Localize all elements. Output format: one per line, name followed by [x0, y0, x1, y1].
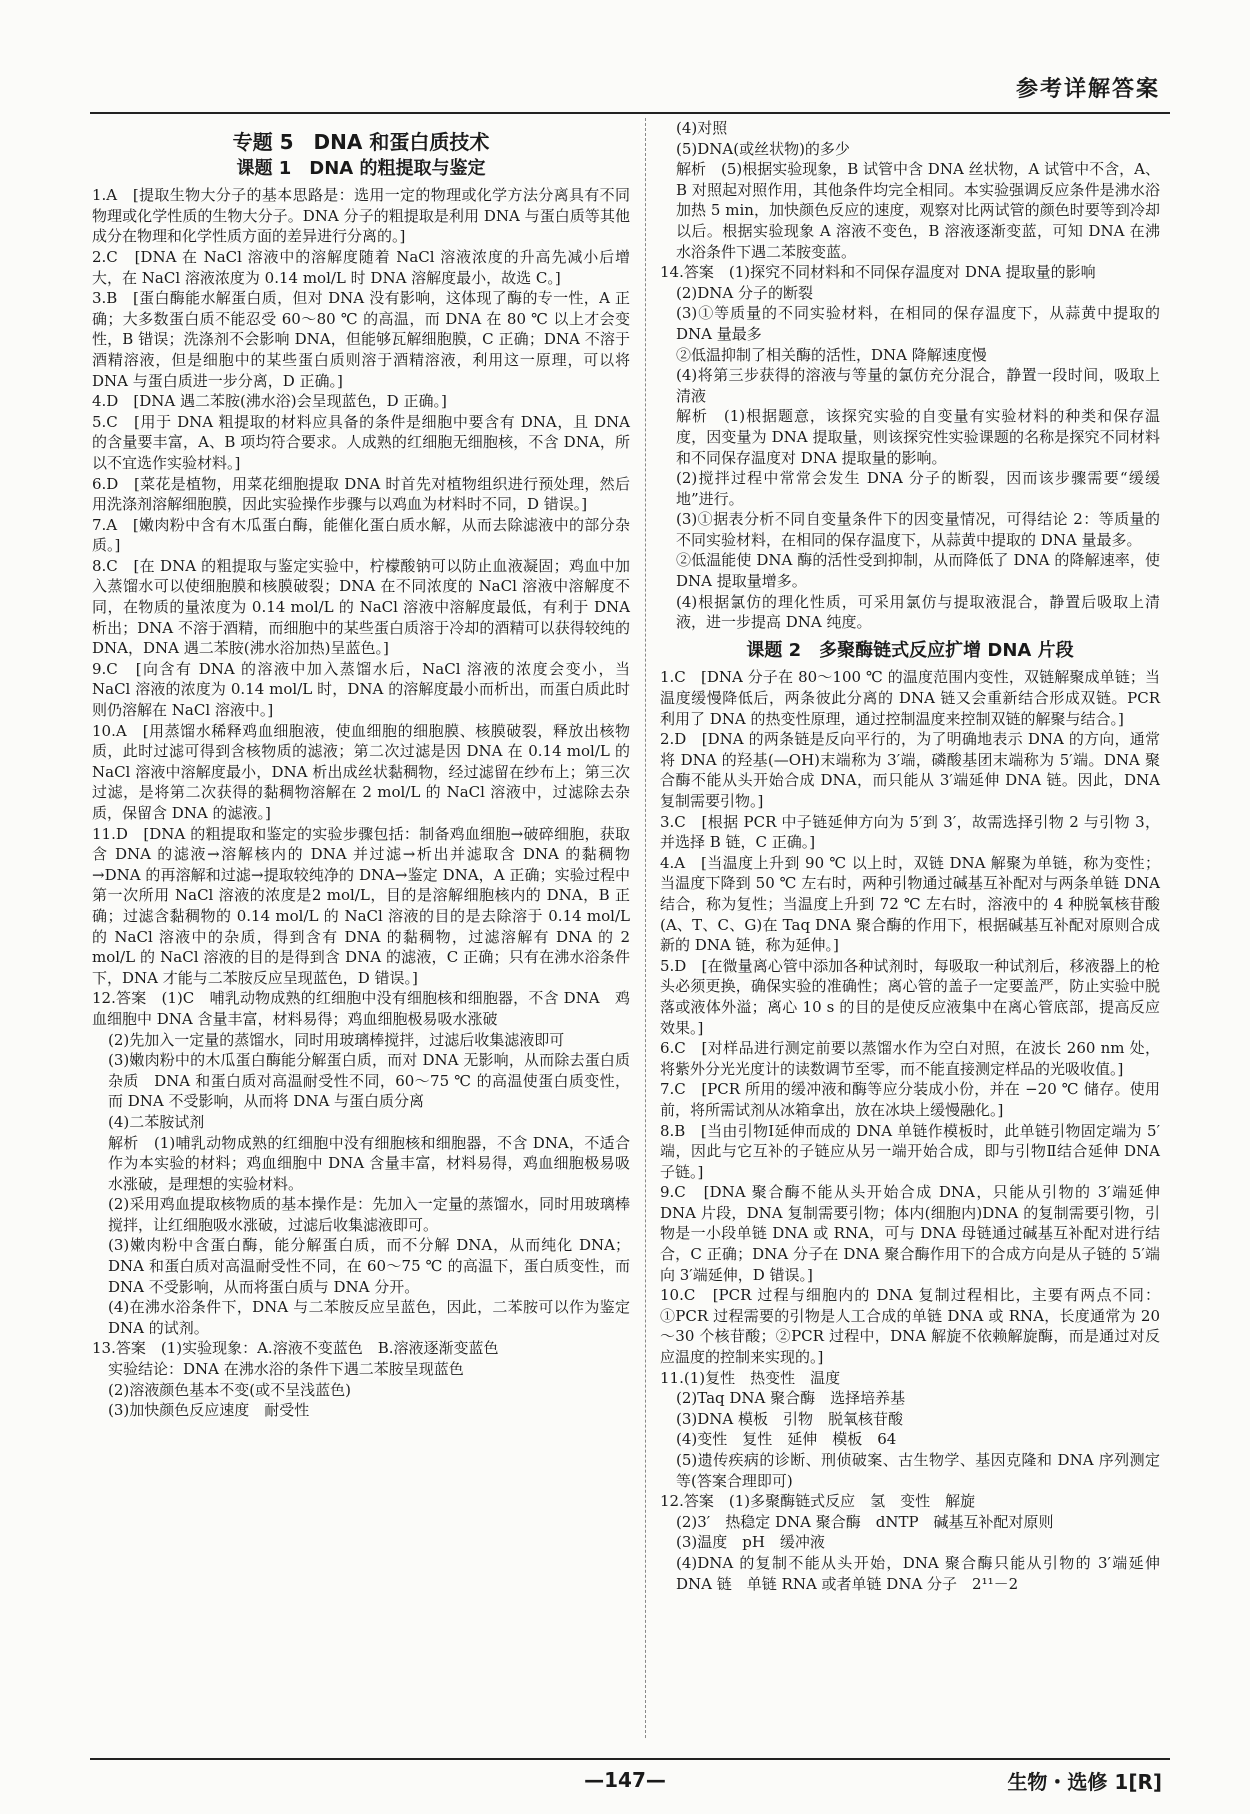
analysis-line: (4)根据氯仿的理化性质，可采用氯仿与提取液混合，静置后吸取上清液，进一步提高 DNA 纯度。 — [676, 592, 1160, 632]
answer-q14-head: 14.答案 (1)探究不同材料和不同保存温度对 DNA 提取量的影响 — [660, 263, 1096, 282]
answer-item: 9.C [DNA 聚合酶不能从头开始合成 DNA，只能从引物的 3′端延伸 DNA 片段，DNA 复制需要引物；体内(细胞内)DNA 的复制需要引物，引物是一小段单链 DNA 或 RNA，可与 DNA 母链通过碱基互补配对进行结合，C 正确；DNA 分子在 DNA 聚合酶作用下的合成方向是从子链的 5′端向 3′端延伸，D 错误。] — [660, 1183, 1160, 1284]
lesson-title-2: 课题 2 多聚酶链式反应扩增 DNA 片段 — [746, 639, 1074, 661]
answer-line: (3)加快颜色反应速度 耐受性 — [108, 1401, 310, 1420]
lesson-title-1: 课题 1 DNA 的粗提取与鉴定 — [236, 157, 486, 179]
answer-line: (2)先加入一定量的蒸馏水，同时用玻璃棒搅拌，过滤后收集滤液即可 — [108, 1030, 565, 1049]
answer-line: (4)将第三步获得的溶液与等量的氯仿充分混合，静置一段时间，吸取上清液 — [676, 366, 1160, 405]
footer-rule — [90, 1758, 1170, 1760]
answer-line: (4)变性 复性 延伸 模板 64 — [676, 1430, 897, 1449]
answer-item: 1.A [提取生物大分子的基本思路是：选用一定的物理或化学方法分离具有不同物理或化学性质的生物大分子。DNA 分子的粗提取是利用 DNA 与蛋白质等其他成分在物理和化学性质方面的差异进行分离的。] — [92, 186, 630, 246]
answer-line: (4)二苯胺试剂 — [108, 1112, 205, 1131]
answer-item: 7.C [PCR 所用的缓冲液和酶等应分装成小份，并在 −20 ℃ 储存。使用前，将所需试剂从冰箱拿出，放在冰块上缓慢融化。] — [660, 1080, 1160, 1119]
analysis-line: (2)搅拌过程中常常会发生 DNA 分子的断裂，因而该步骤需要“缓缓地”进行。 — [676, 469, 1160, 508]
analysis-line: (3)①据表分析不同自变量条件下的因变量情况，可得结论 2：等质量的不同实验材料，在相同的保存温度下，从蒜黄中提取的 DNA 量最多。 — [676, 510, 1160, 549]
answer-item: 10.C [PCR 过程与细胞内的 DNA 复制过程相比，主要有两点不同：①PCR 过程需要的引物是人工合成的单链 DNA 或 RNA，长度通常为 20～30 个核苷酸；②PCR 过程中，DNA 解旋不依赖解旋酶，而是通过对反应温度的控制来实现的。] — [660, 1286, 1160, 1367]
analysis-line: (2)采用鸡血提取核物质的基本操作是：先加入一定量的蒸馏水，同时用玻璃棒搅拌，让红细胞吸水涨破，过滤后收集滤液即可。 — [108, 1195, 630, 1234]
analysis-line: (3)嫩肉粉中含蛋白酶，能分解蛋白质，而不分解 DNA，从而纯化 DNA；DNA 和蛋白质对高温耐受性不同，在 60～75 ℃ 的高温下，蛋白质变性，而 DNA 不受影响，从而将蛋白质与 DNA 分开。 — [108, 1236, 630, 1296]
answer-line: 11.(1)复性 热变性 温度 — [660, 1368, 841, 1387]
left-column — [92, 118, 630, 1421]
answer-line: (4)对照 — [676, 119, 728, 137]
analysis-line: 解析 (1)哺乳动物成熟的红细胞中没有细胞核和细胞器，不含 DNA，不适合作为本实验的材料；鸡血细胞中 DNA 含量丰富，材料易得，鸡血细胞极易吸水涨破，是理想的实验材料。 — [108, 1133, 630, 1193]
answer-item: 2.C [DNA 在 NaCl 溶液中的溶解度随着 NaCl 溶液浓度的升高先减小后增大，在 NaCl 溶液浓度为 0.14 mol/L 时 DNA 溶解度最小，故选 C。] — [92, 247, 630, 287]
answer-line: (2)3′ 热稳定 DNA 聚合酶 dNTP 碱基互补配对原则 — [676, 1512, 1054, 1531]
answer-line: (4)DNA 的复制不能从头开始，DNA 聚合酶只能从引物的 3′端延伸 DNA 链 单链 RNA 或者单链 DNA 分子 2¹¹－2 — [676, 1553, 1160, 1593]
page-number: —147— — [584, 1768, 666, 1792]
answer-item: 7.A [嫩肉粉中含有木瓜蛋白酶，能催化蛋白质水解，从而去除滤液中的部分杂质。] — [92, 515, 630, 555]
answer-item: 6.D [菜花是植物，用菜花细胞提取 DNA 时首先对植物组织进行预处理，然后用洗涤剂溶解细胞膜，因此实验操作步骤与以鸡血为材料时不同，D 错误。] — [92, 474, 630, 514]
answer-item: 8.B [当由引物Ⅰ延伸而成的 DNA 单链作模板时，此单链引物固定端为 5′端，因此与它互补的子链应从另一端开始合成，即与引物Ⅱ结合延伸 DNA 子链。] — [660, 1121, 1160, 1181]
answer-item: 10.A [用蒸馏水稀释鸡血细胞液，使血细胞的细胞膜、核膜破裂，释放出核物质，此时过滤可得到含核物质的滤液；第二次过滤是因 DNA 在 0.14 mol/L 的 NaCl 溶液中溶解度最小，DNA 析出成丝状黏稠物，经过滤留在纱布上；第三次过滤，是将第二次获得的黏稠物溶解在 2 mol/L 的 NaCl 溶液中，过滤除去杂质，保留含 DNA 的滤液。] — [92, 721, 630, 822]
answer-item: 4.A [当温度上升到 90 ℃ 以上时，双链 DNA 解聚为单链，称为变性；当温度下降到 50 ℃ 左右时，两种引物通过碱基互补配对与两条单链 DNA 结合，称为复性；当温度上升到 72 ℃ 左右时，溶液中的 4 种脱氧核苷酸(A、T、C、G)在 Taq DNA 聚合酶的作用下，根据碱基互补配对原则合成新的 DNA 链，称为延伸。] — [660, 853, 1160, 955]
analysis-line: 解析 (1)根据题意，该探究实验的自变量有实验材料的种类和保存温度，因变量为 DNA 提取量，则该探究性实验课题的名称是探究不同材料和不同保存温度对 DNA 提取量的影响。 — [676, 407, 1160, 467]
answer-line: (3)①等质量的不同实验材料，在相同的保存温度下，从蒜黄中提取的 DNA 量最多 — [676, 304, 1160, 343]
answer-line: (2)Taq DNA 聚合酶 选择培养基 — [676, 1389, 906, 1408]
analysis-line: ②低温能使 DNA 酶的活性受到抑制，从而降低了 DNA 的降解速率，使 DNA 提取量增多。 — [676, 551, 1160, 591]
answer-line: (2)溶液颜色基本不变(或不呈浅蓝色) — [108, 1380, 351, 1399]
answer-line: 实验结论：DNA 在沸水浴的条件下遇二苯胺呈现蓝色 — [108, 1360, 464, 1379]
answer-line: 12.答案 (1)多聚酶链式反应 氢 变性 解旋 — [660, 1492, 976, 1511]
answer-item: 5.C [用于 DNA 粗提取的材料应具备的条件是细胞中要含有 DNA，且 DNA 的含量要丰富，A、B 项均符合要求。人成熟的红细胞无细胞核，不含 DNA，所以不宜选作实验材料。] — [92, 412, 630, 472]
header-rule — [90, 112, 1170, 114]
answer-item: 11.D [DNA 的粗提取和鉴定的实验步骤包括：制备鸡血细胞→破碎细胞，获取含 DNA 的滤液→溶解核内的 DNA 并过滤→析出并滤取含 DNA 的黏稠物→DNA 的再溶解和过滤→提取较纯净的 DNA→鉴定 DNA，A 正确；实验过程中第一次所用 NaCl 溶液的浓度是2 mol/L，目的是溶解细胞核内的 DNA，B 正确；过滤含黏稠物的 0.14 mol/L 的 NaCl 溶液的目的是去除溶于 0.14 mol/L 的 NaCl 溶液中的杂质，得到含有 DNA 的黏稠物，过滤溶解有 DNA 的 2 mol/L 的 NaCl 溶液的目的是得到含 DNA 的滤液，C 正确；只有在沸水浴条件下，DNA 才能与二苯胺反应呈现蓝色，D 错误。] — [92, 824, 630, 987]
answer-line: (5)遗传疾病的诊断、刑侦破案、古生物学、基因克隆和 DNA 序列测定等(答案合理即可) — [676, 1451, 1160, 1490]
analysis-line: (4)在沸水浴条件下，DNA 与二苯胺反应呈蓝色，因此，二苯胺可以作为鉴定 DNA 的试剂。 — [108, 1298, 630, 1337]
answer-item: 5.D [在微量离心管中添加各种试剂时，每吸取一种试剂后，移液器上的枪头必须更换，确保实验的准确性；离心管的盖子一定要盖严，防止实验中脱落或液体外溢；离心 10 s 的目的是使反应液集中在离心管底部，提高反应效果。] — [660, 956, 1160, 1037]
answer-item: 4.D [DNA 遇二苯胺(沸水浴)会呈现蓝色，D 正确。] — [92, 392, 447, 411]
analysis-line: 解析 (5)根据实验现象，B 试管中含 DNA 丝状物，A 试管中不含，A、B 对照起对照作用，其他条件均完全相同。本实验强调反应条件是沸水浴加热 5 min，加快颜色反应的速度，观察对比两试管的颜色时要等到冷却以后。根据实验现象 A 溶液不变色，B 溶液逐渐变蓝，可知 DNA 在沸水浴条件下遇二苯胺变蓝。 — [676, 160, 1160, 261]
right-column — [660, 118, 1160, 1594]
answer-item: 8.C [在 DNA 的粗提取与鉴定实验中，柠檬酸钠可以防止血液凝固；鸡血中加入蒸馏水可以使细胞膜和核膜破裂；DNA 在不同浓度的 NaCl 溶液中溶解度不同，在物质的量浓度为 0.14 mol/L 的 NaCl 溶液中溶解度最低，有利于 DNA 析出；DNA 不溶于酒精，而细胞中的某些蛋白质溶于冷却的酒精可以获得较纯的 DNA，DNA 遇二苯胺(沸水浴加热)呈蓝色。] — [92, 556, 630, 658]
answer-line: (3)温度 pH 缓冲液 — [676, 1533, 825, 1552]
header-title: 参考详解答案 — [1015, 77, 1160, 102]
answer-line: (3)嫩肉粉中的木瓜蛋白酶能分解蛋白质，而对 DNA 无影响，从而除去蛋白质杂质 DNA 和蛋白质对高温耐受性不同，60～75 ℃ 的高温使蛋白质变性，而 DNA 不受影响，从而将 DNA 与蛋白质分离 — [108, 1051, 630, 1111]
footer-subject: 生物・选修 1[R] — [1007, 1770, 1162, 1794]
answer-item: 6.C [对样品进行测定前要以蒸馏水作为空白对照，在波长 260 nm 处，将紫外分光光度计的读数调节至零，而不能直接测定样品的光吸收值。] — [660, 1039, 1160, 1078]
answer-item: 3.C [根据 PCR 中子链延伸方向为 5′到 3′，故需选择引物 2 与引物 3，并选择 B 链，C 正确。] — [660, 812, 1160, 852]
answer-q13-head: 13.答案 (1)实验现象：A.溶液不变蓝色 B.溶液逐渐变蓝色 — [92, 1339, 499, 1358]
answer-line: (2)DNA 分子的断裂 — [676, 283, 814, 302]
answer-item: 3.B [蛋白酶能水解蛋白质，但对 DNA 没有影响，这体现了酶的专一性，A 正确；大多数蛋白质不能忍受 60～80 ℃ 的高温，而 DNA 在 80 ℃ 以上才会变性，B 错误；洗涤剂不会影响 DNA，但能够瓦解细胞膜，C 正确；DNA 不溶于酒精溶液，但是细胞中的某些蛋白质则溶于酒精溶液，利用这一原理，可以将 DNA 与蛋白质进一步分离，D 正确。] — [92, 289, 630, 390]
answer-q12-head: 12.答案 (1)C 哺乳动物成熟的红细胞中没有细胞核和细胞器，不含 DNA 鸡血细胞中 DNA 含量丰富，材料易得；鸡血细胞极易吸水涨破 — [92, 989, 630, 1028]
answer-item: 1.C [DNA 分子在 80～100 ℃ 的温度范围内变性，双链解聚成单链；当温度缓慢降低后，两条彼此分离的 DNA 链又会重新结合形成双链。PCR 利用了 DNA 的热变性原理，通过控制温度来控制双链的解聚与结合。] — [660, 668, 1160, 728]
answer-item: 9.C [向含有 DNA 的溶液中加入蒸馏水后，NaCl 溶液的浓度会变小，当 NaCl 溶液的浓度为 0.14 mol/L 时，DNA 的溶解度最小而析出，而蛋白质此时则仍溶解在 NaCl 溶液中。] — [92, 659, 630, 720]
answer-line: (3)DNA 模板 引物 脱氧核苷酸 — [676, 1409, 904, 1428]
answer-line: ②低温抑制了相关酶的活性，DNA 降解速度慢 — [676, 345, 987, 364]
answer-line: (5)DNA(或丝状物)的多少 — [676, 139, 850, 158]
answer-item: 2.D [DNA 的两条链是反向平行的，为了明确地表示 DNA 的方向，通常将 DNA 的羟基(—OH)末端称为 3′端，磷酸基团末端称为 5′端。DNA 聚合酶不能从头开始合成 DNA，而只能从 3′端延伸 DNA 链。因此，DNA 复制需要引物。] — [660, 730, 1160, 810]
column-divider — [645, 118, 646, 1738]
topic-title: 专题 5 DNA 和蛋白质技术 — [232, 130, 490, 154]
